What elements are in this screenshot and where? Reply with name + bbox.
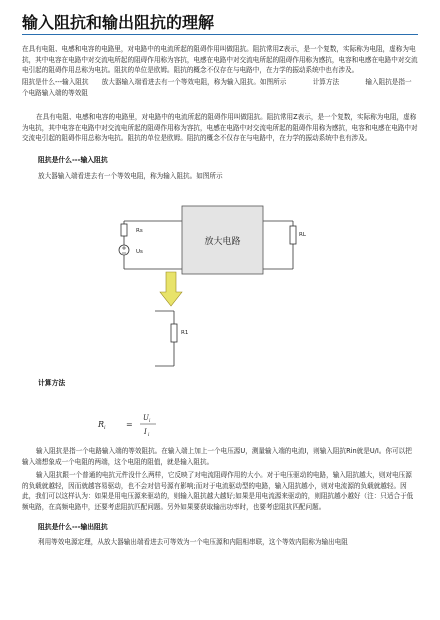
rs-label: Rs xyxy=(136,228,143,234)
r1-label: R1 xyxy=(181,330,189,336)
formula-lhs-sub: i xyxy=(104,425,106,431)
amplifier-label: 放大电路 xyxy=(204,237,241,247)
output-impedance-paragraph: 利用等效电源定理，从放大器输出端看进去可等效为一个电压源和内阻相串联，这个等效内阻称为输出电阻 xyxy=(38,538,348,546)
intro-repeat-paragraph: 在具有电阻、电感和电容的电路里，对电路中的电流所起的阻碍作用叫做阻抗。阻抗常用Z表示，是一个复数，实际称为电阻，虚称为电抗，其中电容在电路中对交流电所起的阻碍作用称为容抗，电感在电路中对交流电所起的阻碍作用称为感抗，电容和电感在电路中对交流电引起的阻碍作用总称为电抗。阻抗的单位是欧姆。阻抗的概念不仅存在与电路中，在力学的振动系统中也有涉及。 xyxy=(22,113,418,142)
heading-input-impedance: 阻抗是什么---输入阻抗 xyxy=(38,156,108,164)
heading-output-impedance: 阻抗是什么---输出阻抗 xyxy=(38,523,108,531)
input-impedance-caption: 放大器输入端看进去有一个等效电阻，称为输入阻抗。如图所示 xyxy=(38,172,223,180)
calc-paragraph-1: 输入阻抗是指一个电路输入端的等效阻抗。在输入端上加上一个电压源U，测量输入端的电流I，则输入阻抗Rin就是U/I。你可以把输入端想象成一个电阻的两端，这个电阻的阻值，就是输入阻抗。 xyxy=(22,447,412,466)
page-title: 输入阻抗和输出阻抗的理解 xyxy=(22,13,215,32)
rl-label: RL xyxy=(299,232,306,238)
formula-lhs: R xyxy=(98,420,105,429)
intro-summary-line: 阻抗是什么---输入阻抗 放大器输入端看进去有一个等效电阻，称为输入阻抗。如图所示 计算方法 输入阻抗是指一个电路输入端的等效阻 xyxy=(22,78,412,97)
formula-denominator-sub: i xyxy=(148,433,150,438)
formula-equals: = xyxy=(126,420,133,429)
formula-denominator: I xyxy=(144,428,147,436)
intro-paragraph: 在具有电阻、电感和电容的电路里，对电路中的电流所起的阻碍作用叫做阻抗。阻抗常用Z表示，是一个复数，实际称为电阻，虚称为电抗，其中电容在电路中对交流电所起的阻碍作用称为容抗，电感在电路中对交流电所起的阻碍作用称为感抗，电容和电感在电路中对交流电引起的阻碍作用总称为电抗。阻抗的单位是欧姆。阻抗的概念不仅存在与电路中，在力学的振动系统中也有涉及。 xyxy=(22,45,418,74)
formula-numerator-sub: i xyxy=(149,419,151,424)
us-label: Us xyxy=(136,249,143,255)
calc-paragraph-2: 输入阻抗跟一个普通的电抗元件没什么两样，它反映了对电流阻碍作用的大小。对于电压驱动的电路，输入阻抗越大，则对电压源的负载就越轻，因而就越容易驱动，也不会对信号源有影响;而对于电流驱动型的电路，输入阻抗越小，则对电流源的负载就越轻。因此，我们可以这样认为：如果是用电压源来驱动的，则输入阻抗越大越好;如果是用电流源来驱动的，则阻抗越小越好（注：只适合于低频电路，在高频电路中，还要考虑阻抗匹配问题。另外如果要获取输出功率时，也要考虑阻抗匹配问题。 xyxy=(22,471,414,511)
formula-numerator: U xyxy=(143,414,149,422)
heading-calculation: 计算方法 xyxy=(38,379,66,387)
